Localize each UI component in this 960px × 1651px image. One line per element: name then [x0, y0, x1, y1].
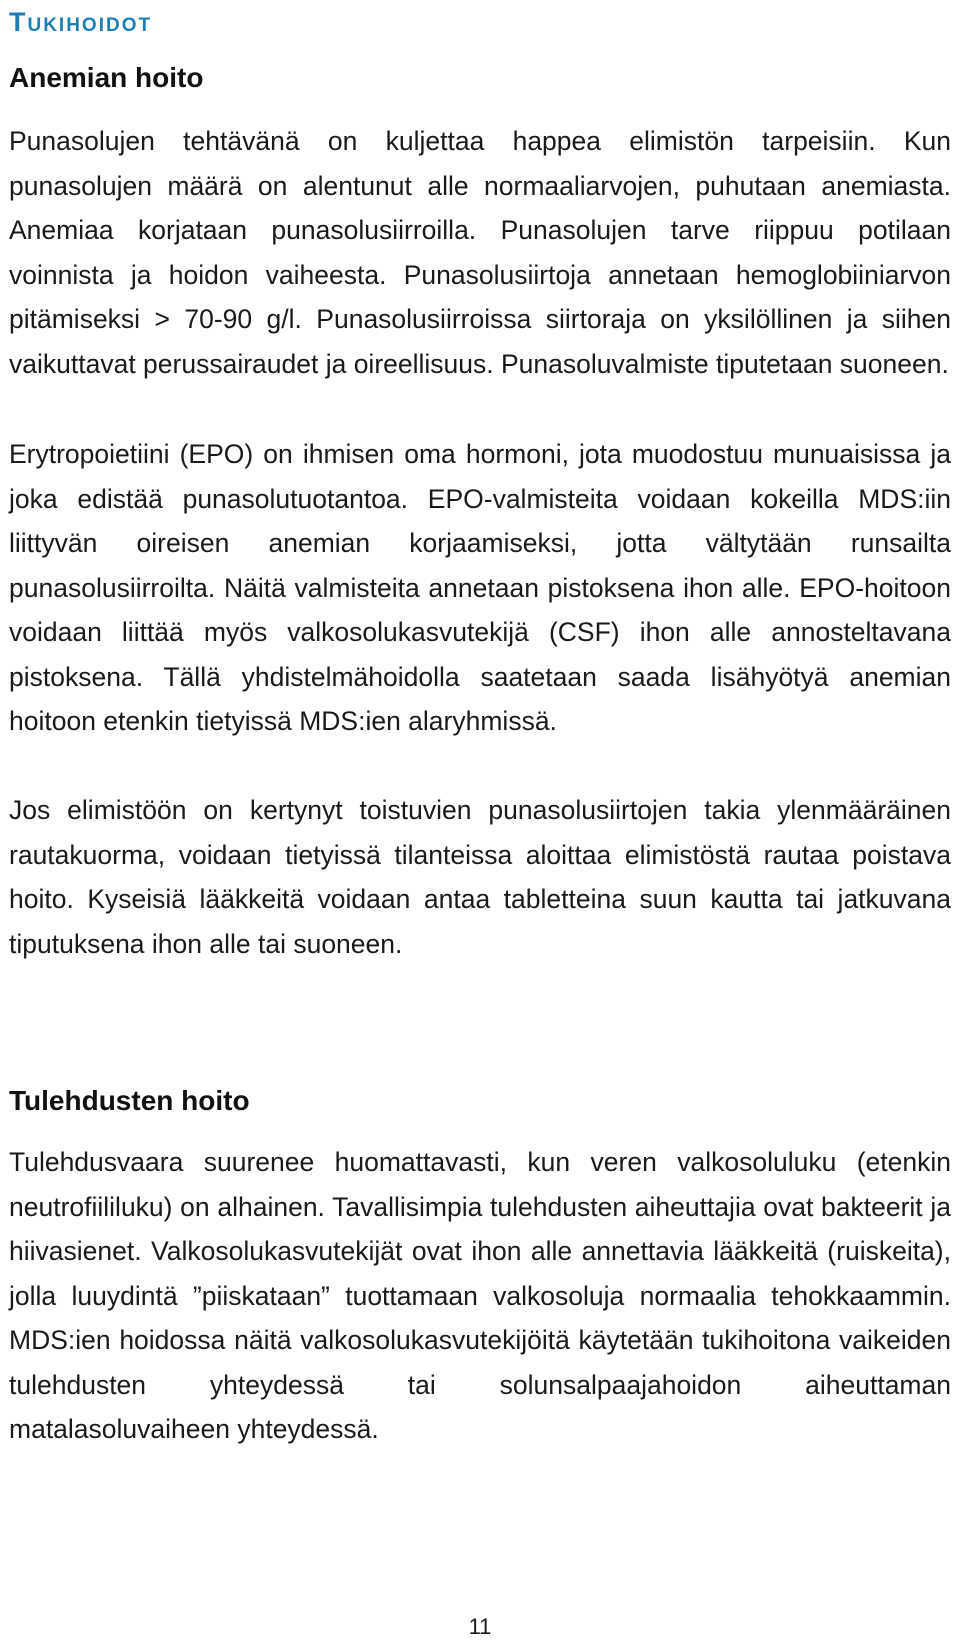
paragraph-anemia-1: Punasolujen tehtävänä on kuljettaa happea elimistön tarpeisiin. Kun punasolujen määrä on alentunut alle normaaliarvojen, puhutaan anemiasta. Anemiaa korjataan punasolusiirroilla. Punasolujen tarve riippuu potilaan voinnista ja hoidon vaiheesta. Punasolusiirtoja annetaan hemoglobiiniarvon pitämiseksi > 70-90 g/l. Punasolusiirroissa siirtoraja on yksilöllinen ja siihen vaikuttavat perussairaudet ja oireellisuus. Punasoluvalmiste tiputetaan suoneen.: [9, 126, 951, 379]
paragraph-infections-1: Tulehdusvaara suurenee huomattavasti, kun veren valkosoluluku (etenkin neutrofiililuku) on alhainen. Tavallisimpia tulehdusten aiheuttajia ovat bakteerit ja hiivasienet. Valkosolukasvutekijät ovat ihon alle annettavia lääkkeitä (ruiskeita), jolla luuydintä ”piiskataan” tuottamaan valkosoluja normaalia tehokkaammin. MDS:ien hoidossa näitä valkosolukasvutekijöitä käytetään tukihoitona vaikeiden tulehdusten yhteydessä tai solunsalpaajahoidon aiheuttaman matalasoluvaiheen yhteydessä.: [9, 1147, 951, 1444]
heading-anemia: Anemian hoito: [9, 62, 204, 93]
section-label: Tukihoidot: [9, 7, 153, 37]
page-number: 11: [468, 1614, 492, 1639]
paragraph-anemia-3: Jos elimistöön on kertynyt toistuvien punasolusiirtojen takia ylenmääräinen rautakuorma, voidaan tietyissä tilanteissa aloittaa elimistöstä rautaa poistava hoito. Kyseisiä lääkkeitä voidaan antaa tabletteina suun kautta tai jatkuvana tiputuksena ihon alle tai suoneen.: [9, 795, 951, 959]
paragraph-anemia-2: Erytropoietiini (EPO) on ihmisen oma hormoni, jota muodostuu munuaisissa ja joka edistää punasolutuotantoa. EPO-valmisteita voidaan kokeilla MDS:iin liittyvän oireisen anemian korjaamiseksi, jotta vältytään runsailta punasolusiirroilta. Näitä valmisteita annetaan pistoksena ihon alle. EPO-hoitoon voidaan liittää myös valkosolukasvutekijä (CSF) ihon alle annosteltavana pistoksena. Tällä yhdistelmähoidolla saatetaan saada lisähyötyä anemian hoitoon etenkin tietyissä MDS:ien alaryhmissä.: [9, 439, 951, 736]
heading-infections: Tulehdusten hoito: [9, 1085, 250, 1116]
